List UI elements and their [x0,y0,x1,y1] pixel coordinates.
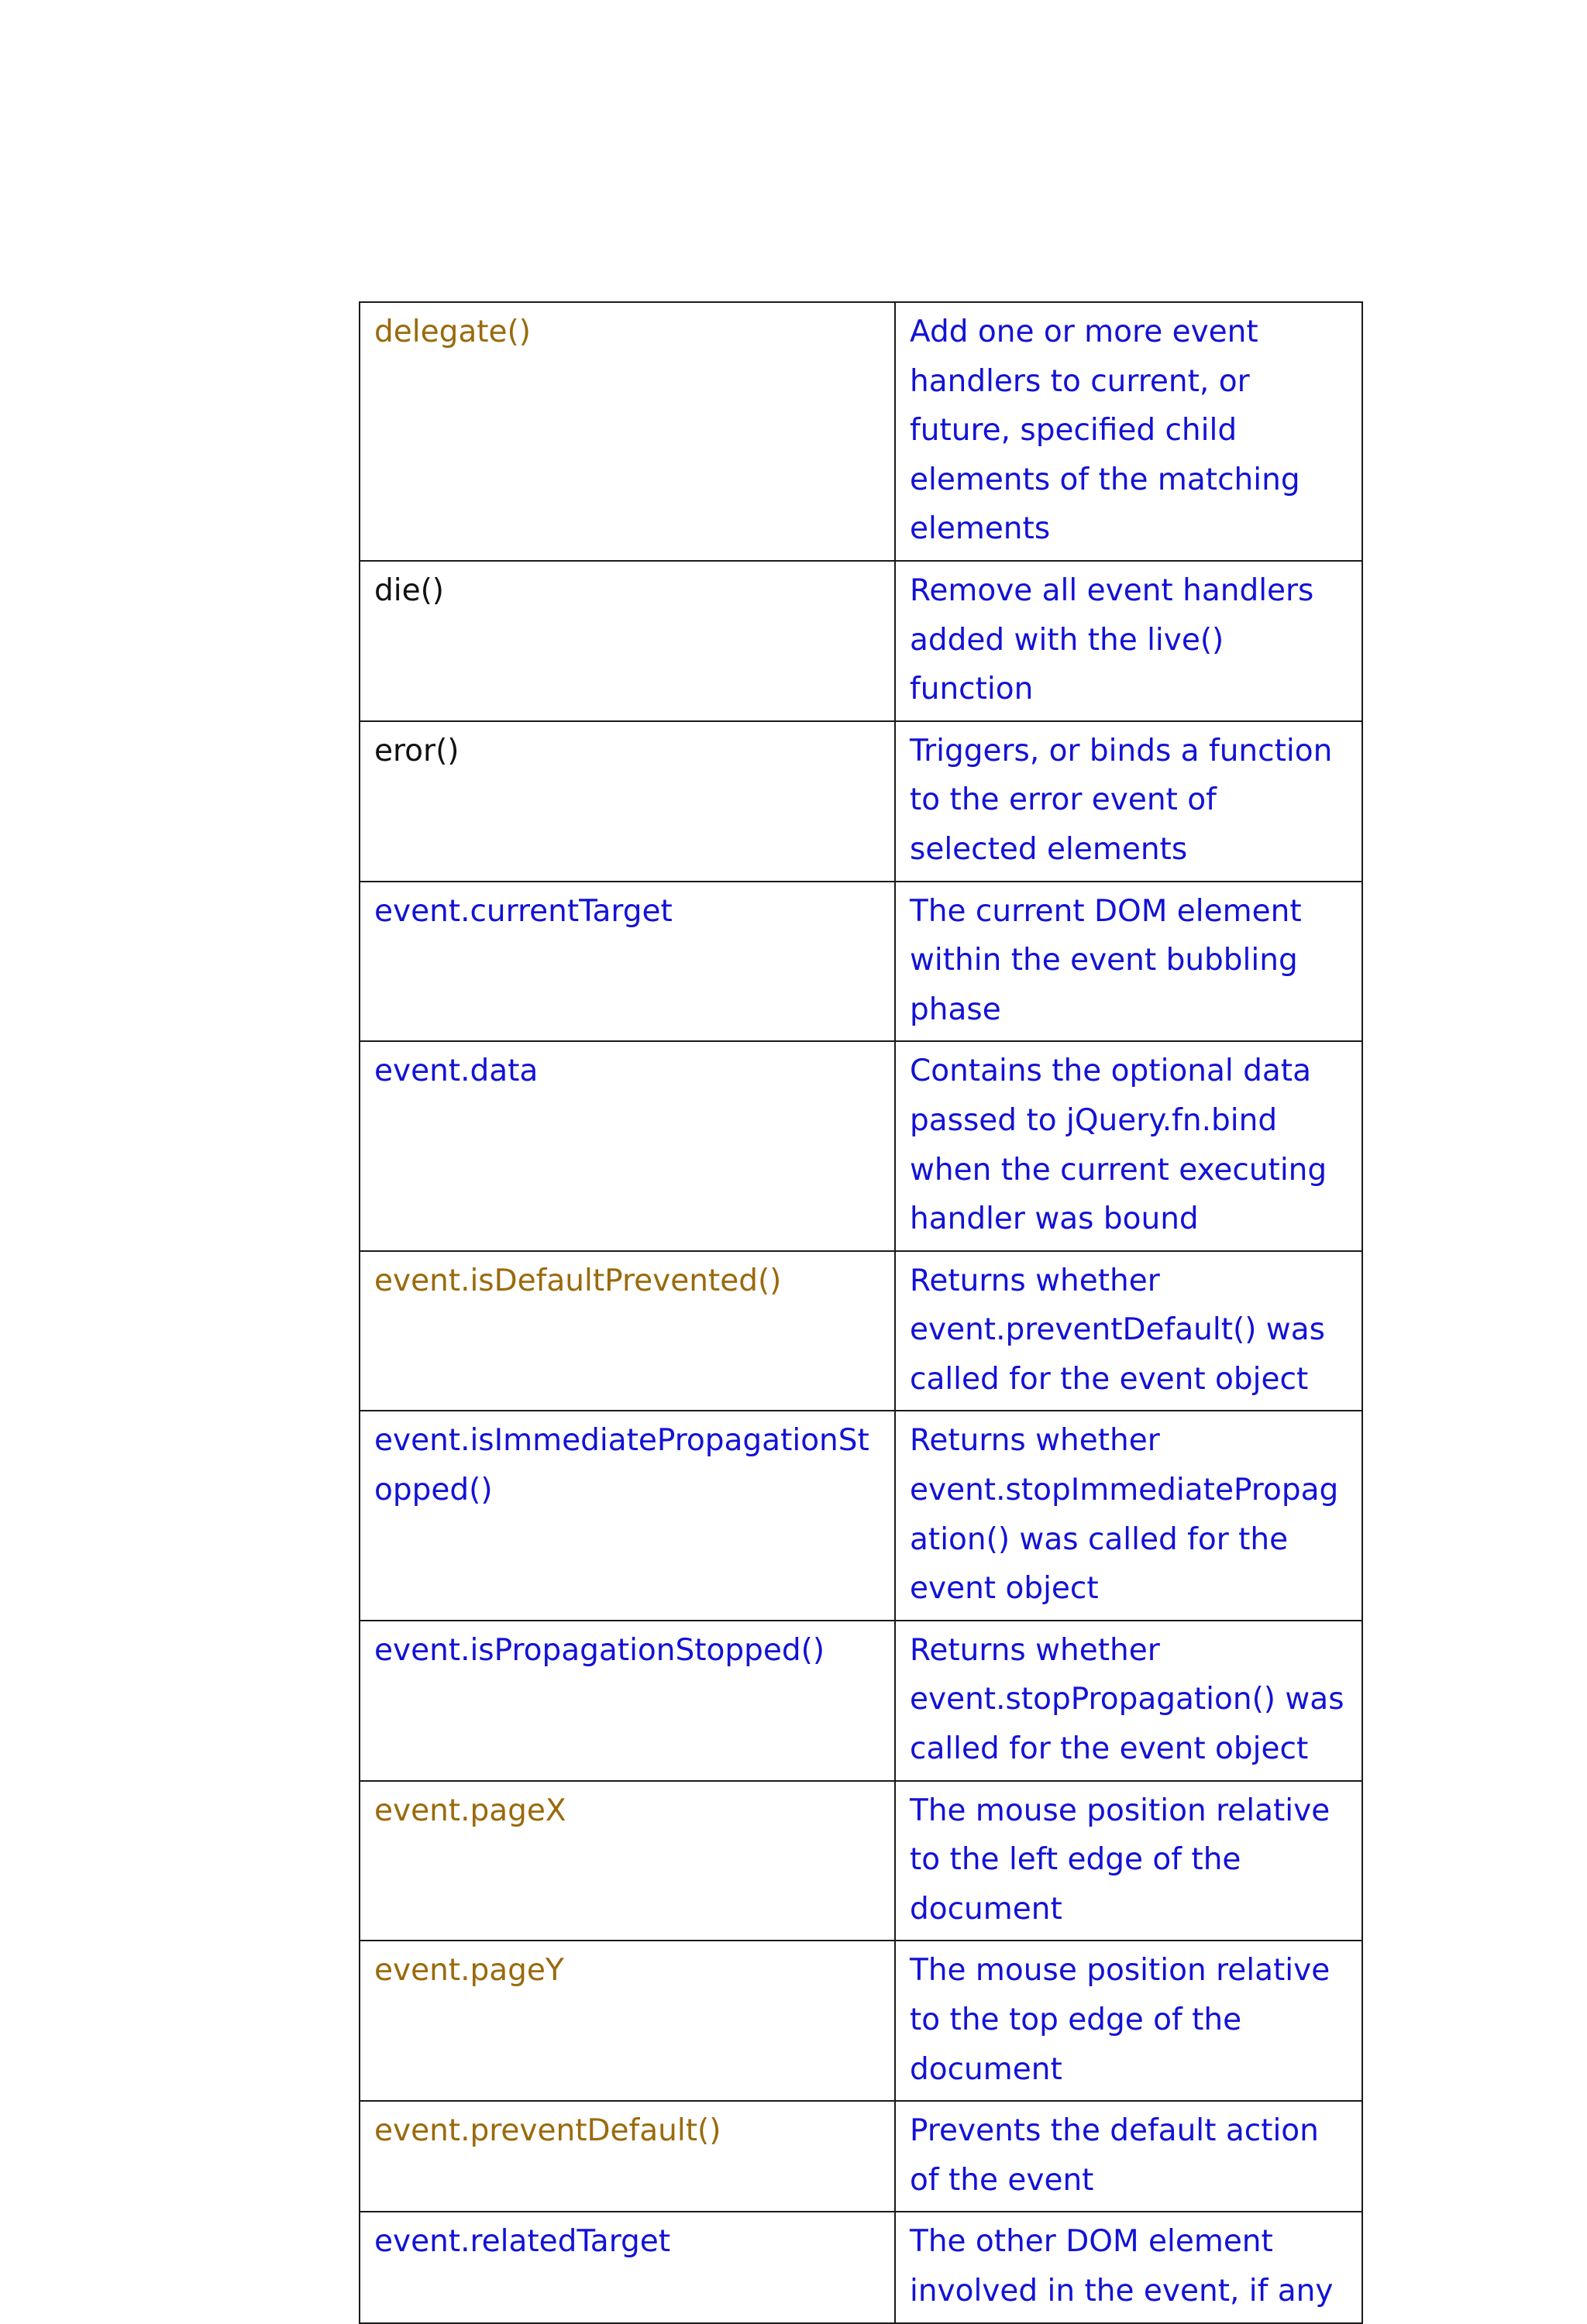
description-cell: Returns whether event.preventDefault() was called for the event object [895,1251,1362,1411]
description-cell: Prevents the default action of the event [895,2101,1362,2212]
method-cell: event.pageY [360,1941,895,2101]
description-cell: Triggers, or binds a function to the error event of selected elements [895,721,1362,882]
description-cell: The mouse position relative to the left edge of the document [895,1781,1362,1941]
method-cell: event.isPropagationStopped() [360,1621,895,1781]
method-cell: die() [360,561,895,721]
description-cell: The current DOM element within the event bubbling phase [895,882,1362,1042]
method-cell: delegate() [360,302,895,561]
description-cell: The other DOM element involved in the event, if any [895,2212,1362,2322]
table-row [360,1941,1362,2101]
method-cell: event.isDefaultPrevented() [360,1251,895,1411]
description-cell: Returns whether event.stopPropagation() was called for the event object [895,1621,1362,1781]
description-cell: Remove all event handlers added with the live() function [895,561,1362,721]
table-row [360,1251,1362,1411]
method-cell: event.isImmediatePropagationStopped() [360,1411,895,1620]
description-cell: The mouse position relative to the top edge of the document [895,1941,1362,2101]
table-row [360,1041,1362,1250]
method-cell: eror() [360,721,895,882]
method-cell: event.relatedTarget [360,2212,895,2322]
table-row [360,721,1362,882]
table-row [360,1411,1362,1620]
table-row [360,1621,1362,1781]
table-row [360,1781,1362,1941]
description-cell: Returns whether event.stopImmediatePropagation() was called for the event object [895,1411,1362,1620]
description-cell: Contains the optional data passed to jQuery.fn.bind when the current executing handler was bound [895,1041,1362,1250]
table-row [360,882,1362,1042]
event-methods-table [359,301,1363,2324]
table-row [360,2212,1362,2322]
table-row [360,561,1362,721]
description-cell: Add one or more event handlers to current, or future, specified child elements of the matching elements [895,302,1362,561]
method-cell: event.pageX [360,1781,895,1941]
table-row [360,2101,1362,2212]
method-cell: event.data [360,1041,895,1250]
method-cell: event.preventDefault() [360,2101,895,2212]
table-row [360,302,1362,561]
method-cell: event.currentTarget [360,882,895,1042]
